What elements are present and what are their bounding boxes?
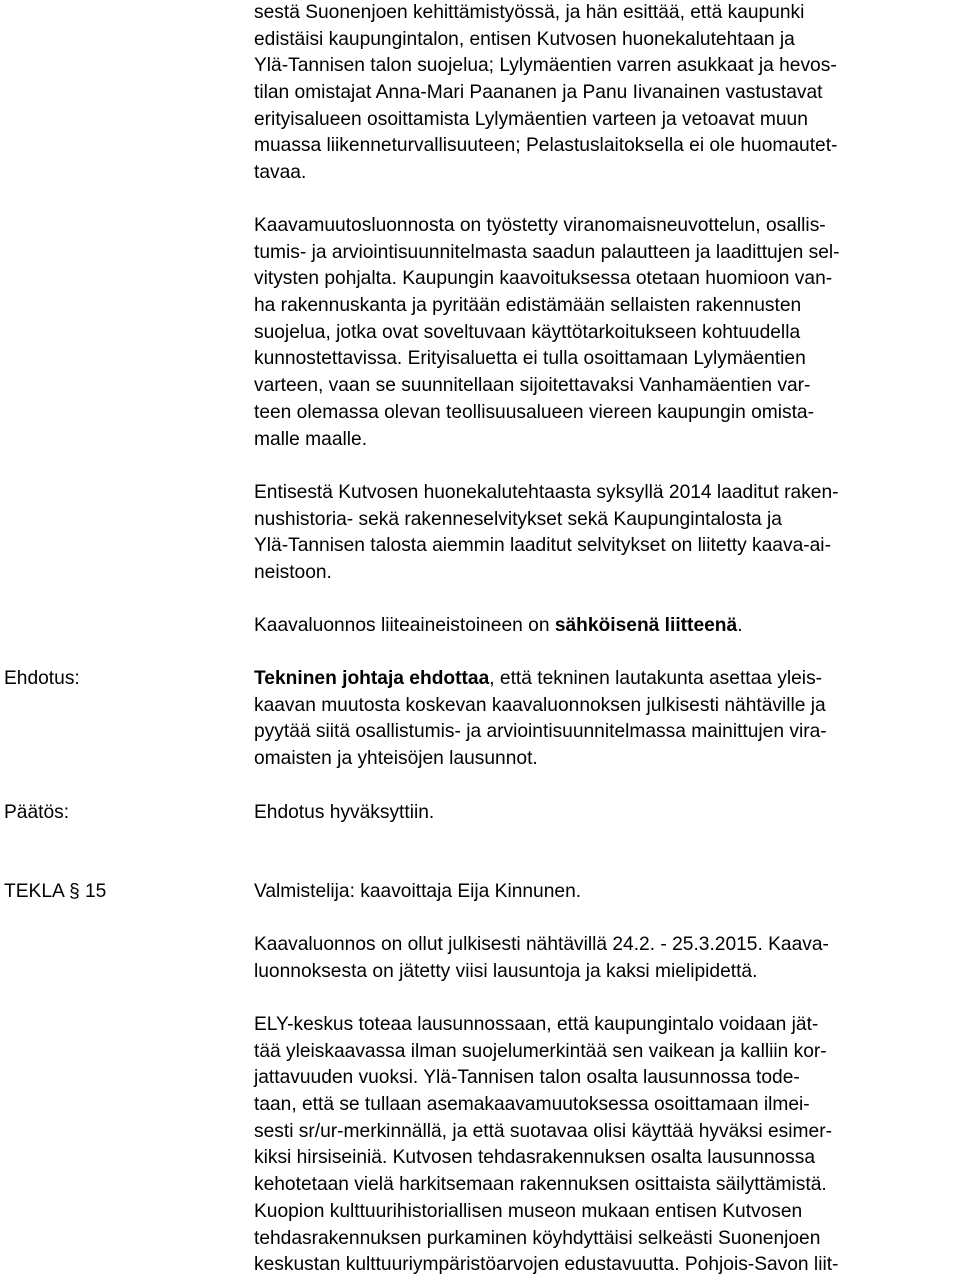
text-line: teen olemassa olevan teollisuusalueen viereen kaupungin omista- (254, 401, 814, 423)
ehdotus-label: Ehdotus: (4, 668, 80, 689)
text-line: nushistoria- sekä rakenneselvitykset sekä Kaupungintalosta ja (254, 508, 782, 530)
proposal-line-rest: , että tekninen lautakunta asettaa yleis- (489, 668, 823, 689)
text-line: luonnoksesta on jätetty viisi lausuntoja ja kaksi mielipidettä. (254, 960, 758, 982)
text-line: pyytää siitä osallistumis- ja arviointisuunnitelmassa mainittujen vira- (254, 721, 827, 743)
text-line: suojelua, jotka ovat soveltuvaan käyttötarkoitukseen kohtuudella (254, 321, 801, 343)
decision-line: Ehdotus hyväksyttiin. (254, 802, 435, 823)
text-line: Kaavaluonnos on ollut julkisesti nähtävillä 24.2. - 25.3.2015. Kaava- (254, 934, 829, 955)
text-line: Ylä-Tannisen talon suojelua; Lylymäentien varren asukkaat ja hevos- (254, 55, 837, 77)
proposer-bold: Tekninen johtaja ehdottaa (254, 668, 490, 689)
text-line: keskustan kulttuuriympäristöarvojen edustavuutta. Pohjois-Savon liit- (254, 1254, 839, 1276)
text-line: neistoon. (254, 562, 332, 584)
text-line: jattavuuden vuoksi. Ylä-Tannisen talon osalta lausunnossa tode- (254, 1067, 800, 1089)
text-line: sesti sr/ur-merkinnällä, ja että suotavaa olisi käyttää hyväksi esimer- (254, 1120, 832, 1142)
text-line: kaavan muutosta koskevan kaavaluonnoksen julkisesti nähtäville ja (254, 694, 826, 716)
text-line: kehotetaan vielä harkitsemaan rakennuksen osittaista säilyttämistä. (254, 1174, 827, 1196)
text-line: edistäisi kaupungintalon, entisen Kutvosen huonekalutehtaan ja (254, 28, 795, 50)
intro-paragraph-2 (254, 213, 954, 453)
text-line: tilan omistajat Anna-Mari Paananen ja Panu Iivanainen vastustavat (254, 82, 823, 104)
text-line (254, 666, 954, 693)
attachment-note-prefix: Kaavaluonnos liiteaineistoineen on (254, 615, 555, 636)
paatos-text (254, 800, 954, 827)
text-line: kiksi hirsiseiniä. Kutvosen tehdasrakennuksen osalta lausunnossa (254, 1147, 816, 1169)
text-line: tumis- ja arviointisuunnitelmasta saadun palautteen ja laadittujen sel- (254, 241, 840, 263)
section-label: TEKLA (4, 881, 64, 902)
attachment-note-bold: sähköisenä liitteenä (554, 615, 738, 636)
text-line: ELY-keskus toteaa lausunnossaan, että kaupungintalo voidaan jät- (254, 1014, 819, 1035)
text-line (254, 613, 954, 640)
attachment-note-suffix: . (737, 615, 743, 636)
preparer-line (254, 879, 954, 906)
text-line: varteen, vaan se suunnitellaan sijoitettavaksi Vanhamäentien var- (254, 375, 811, 397)
text-line: malle maalle. (254, 428, 368, 450)
intro-paragraph-3 (254, 480, 954, 587)
text-line: ha rakennuskanta ja pyritään edistämään sellaisten rakennusten (254, 295, 802, 317)
text-line: Kuopion kulttuurihistoriallisen museon mukaan entisen Kutvosen (254, 1200, 803, 1222)
section-header (4, 879, 106, 906)
tekla-paragraph-2 (254, 1012, 954, 1279)
text-line: tehdasrakennuksen purkaminen köyhdyttäisi selkeästi Suonenjoen (254, 1227, 821, 1249)
text-line: Ylä-Tannisen talosta aiemmin laaditut selvitykset on liitetty kaava-ai- (254, 535, 831, 557)
intro-paragraph-1 (254, 0, 954, 187)
text-line: Entisestä Kutvosen huonekalutehtaasta syksyllä 2014 laaditut raken- (254, 482, 839, 503)
intro-paragraph-4 (254, 613, 954, 640)
text-line: muassa liikenneturvallisuuteen; Pelastuslaitoksella ei ole huomautet- (254, 135, 838, 157)
text-line: erityisalueen osoittamista Lylymäentien varteen ja vetoavat muun (254, 108, 808, 130)
text-line: tavaa. (254, 162, 307, 184)
text-line: tää yleiskaavassa ilman suojelumerkintää sen vaikean ja kalliin kor- (254, 1040, 827, 1062)
text-line: Valmistelija: kaavoittaja Eija Kinnunen. (254, 881, 582, 902)
section-number: 15 (85, 881, 107, 902)
tekla-paragraph-1 (254, 932, 954, 985)
text-line: kunnostettavissa. Erityisaluetta ei tulla osoittamaan Lylymäentien (254, 348, 806, 370)
text-line: vitysten pohjalta. Kaupungin kaavoituksessa otetaan huomioon van- (254, 268, 833, 290)
text-line: taan, että se tullaan asemakaavamuutoksessa osoittamaan ilmei- (254, 1094, 810, 1116)
text-line: Kaavamuutosluonnosta on työstetty viranomaisneuvottelun, osallis- (254, 215, 826, 236)
text-line: omaisten ja yhteisöjen lausunnot. (254, 748, 538, 770)
paatos-label: Päätös: (4, 802, 70, 823)
section-sign: § (69, 881, 80, 902)
ehdotus-text (254, 666, 954, 773)
text-line: sestä Suonenjoen kehittämistyössä, ja hän esittää, että kaupunki (254, 2, 805, 23)
